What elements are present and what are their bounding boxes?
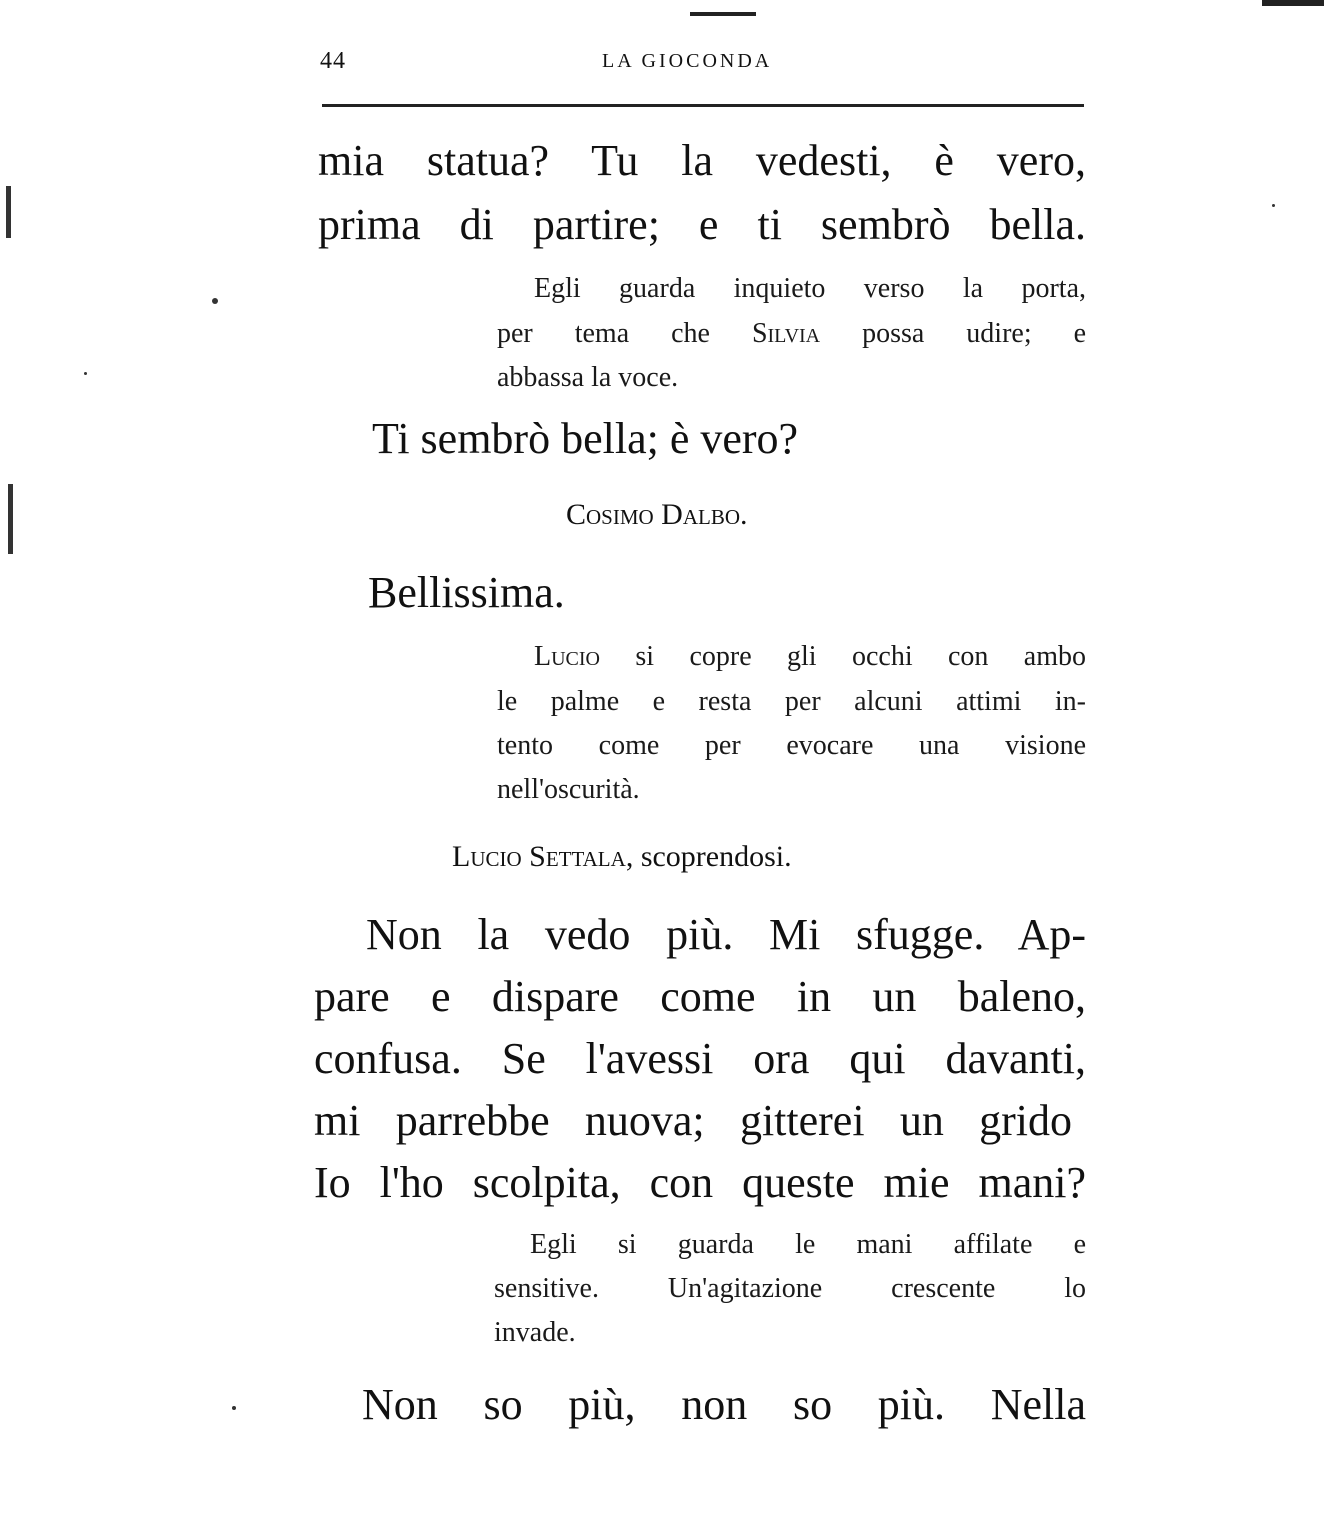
scan-speck [84, 372, 87, 375]
verse-line: confusa. Se l'avessi ora qui davanti, [314, 1034, 1086, 1083]
verse-line: Io l'ho scolpita, con queste mie mani? [314, 1158, 1086, 1207]
speaker-name: Cosimo Dalbo. [566, 498, 748, 531]
corner-scan-mark [1262, 0, 1324, 6]
stage-direction-line: abbassa la voce. [497, 362, 679, 393]
verse-line: Ti sembrò bella; è vero? [372, 414, 799, 463]
character-name: Lucio Settala [452, 840, 626, 873]
scan-speck [1272, 204, 1275, 207]
stage-direction-line: tento come per evocare una visione [497, 730, 1086, 761]
verse-line: mi parrebbe nuova; gitterei un grido [314, 1096, 1072, 1145]
verse-line: pare e dispare come in un baleno, [314, 972, 1086, 1021]
verse-line: prima di partire; e ti sembrò bella. [318, 200, 1086, 249]
stage-direction-line: Lucio si copre gli occhi con ambo [534, 641, 1087, 672]
character-name: Lucio [534, 641, 600, 672]
stage-direction-line: Egli si guarda le mani affilate e [530, 1229, 1086, 1260]
verse-line: Non so più, non so più. Nella [362, 1380, 1086, 1429]
margin-scan-mark [8, 484, 13, 554]
verse-line: Non la vedo più. Mi sfugge. Ap- [366, 910, 1086, 959]
stage-direction-line: nell'oscurità. [497, 774, 640, 805]
top-scan-mark [690, 12, 756, 16]
page-number: 44 [320, 48, 346, 74]
verse-line: Bellissima. [368, 568, 565, 617]
stage-direction-line: Egli guarda inquieto verso la porta, [534, 273, 1086, 304]
header-rule [322, 104, 1084, 107]
stage-direction-line: le palme e resta per alcuni attimi in- [497, 686, 1086, 717]
speaker-name: Lucio Settala, scoprendosi. [452, 840, 792, 873]
scan-speck [212, 298, 218, 304]
page-header [320, 48, 1086, 80]
stage-direction-line: invade. [494, 1317, 576, 1348]
stage-direction-line: sensitive. Un'agitazione crescente lo [494, 1273, 1086, 1304]
character-name: Silvia [751, 318, 821, 349]
stage-direction-line: per tema che Silvia possa udire; e [497, 318, 1087, 349]
scan-speck [232, 1406, 236, 1410]
running-title: LA GIOCONDA [602, 50, 773, 72]
verse-line: mia statua? Tu la vedesti, è vero, [318, 136, 1086, 185]
margin-scan-mark [6, 186, 11, 238]
